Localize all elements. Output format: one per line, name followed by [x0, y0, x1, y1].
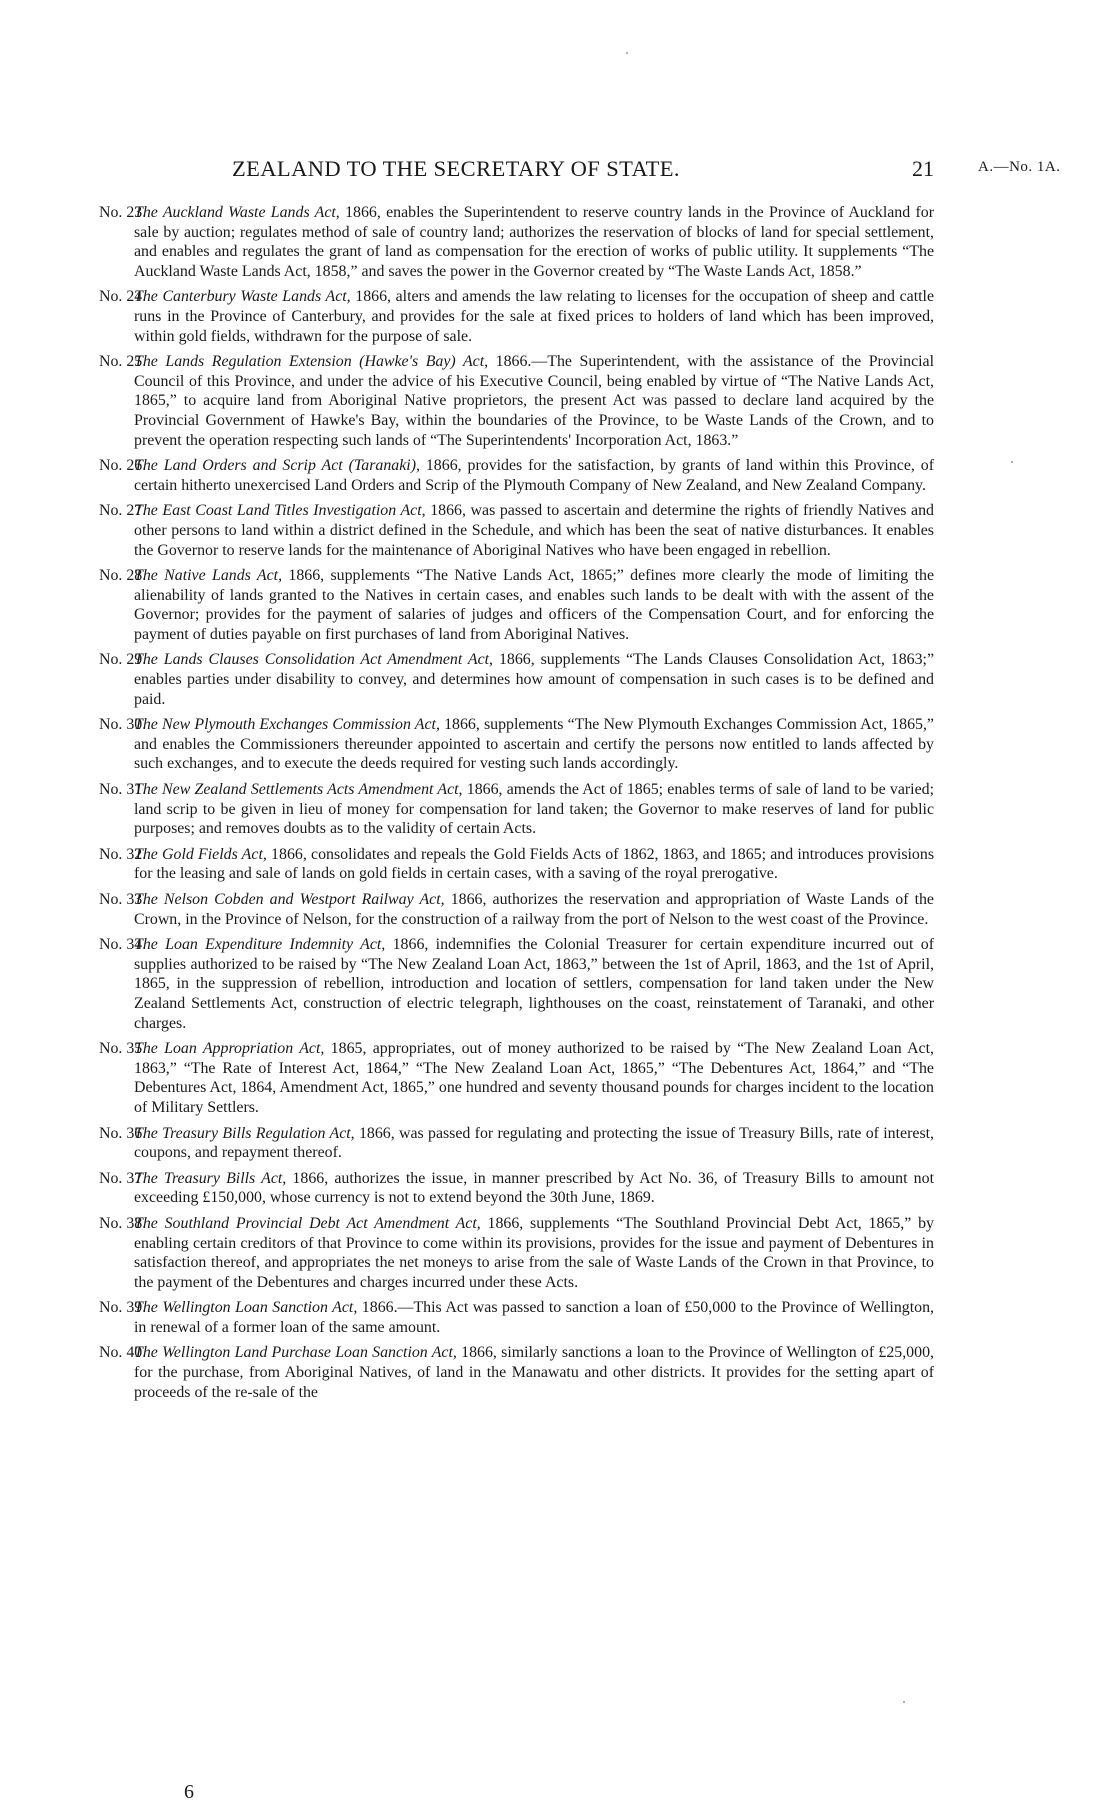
entry-number: No. 29. [99, 651, 147, 669]
page-number: 21 [912, 156, 934, 181]
act-entry [0, 1343, 934, 1402]
entry-number: No. 35. [99, 1040, 147, 1058]
entry-number: No. 24. [99, 288, 147, 306]
act-entry [0, 1298, 934, 1337]
act-entry [0, 935, 934, 1033]
entry-number: No. 38. [99, 1214, 147, 1232]
act-title: The Wellington Land Purchase Loan Sanction Act, [134, 1344, 457, 1362]
entry-text: 1866, supplements “The Native Lands Act, 1865;” defines more clearly the mode of limiting the alienability of lands granted to the Natives in certain cases, and enables such lands to be dealt with with the assent of the Governor; provides for the payment of salaries of judges and officers of the Compensation Court, and for enforcing the payment of duties payable on first purchases of land from Aboriginal Natives. [134, 567, 934, 643]
entry-text: 1866, amends the Act of 1865; enables terms of sale of land to be varied; land scrip to be given in lieu of money for compensation for land taken; the Governor to make reserves of land for public purposes; and removes doubts as to the validity of certain Acts. [134, 781, 935, 838]
act-entry [0, 1039, 934, 1117]
entry-text: 1866, alters and amends the law relating to licenses for the occupation of sheep and cattle runs in the Province of Canterbury, and provides for the sale at fixed prices to holders of land which has been improved, within gold fields, withdrawn for the purpose of sale. [134, 288, 934, 345]
entry-number: No. 30. [99, 716, 147, 734]
act-entry [0, 501, 934, 560]
act-title: The Canterbury Waste Lands Act, [134, 288, 351, 306]
act-entry [0, 845, 934, 884]
running-title: ZEALAND TO THE SECRETARY OF STATE. [232, 156, 680, 181]
act-entry [0, 780, 934, 839]
paper-speck [626, 52, 628, 54]
act-title: The Loan Appropriation Act, [134, 1040, 325, 1058]
entry-number: No. 40. [99, 1344, 147, 1362]
entry-text: 1866, authorizes the reservation and appropriation of Waste Lands of the Crown, in the Province of Nelson, for the construction of a railway from the port of Nelson to the west coast of the Province. [134, 891, 934, 928]
act-entry [0, 890, 934, 929]
entry-text: 1865, appropriates, out of money authorized to be raised by “The New Zealand Loan Act, 1863,” “The Rate of Interest Act, 1864,” “The New Zealand Loan Act, 1865,” “The Debentures Act, 1864,” and “The Debentures Act, 1864, Amendment Act, 1865,” one hundred and seventy thousand pounds for charges incident to the location of Military Settlers. [134, 1040, 934, 1116]
entries-list [0, 203, 1114, 1408]
act-title: The Treasury Bills Act, [134, 1169, 287, 1187]
act-title: The Treasury Bills Regulation Act, [134, 1124, 355, 1142]
act-title: The Gold Fields Act, [134, 845, 267, 863]
act-title: The Loan Expenditure Indemnity Act, [134, 936, 386, 954]
paper-speck [1011, 461, 1013, 463]
entry-number: No. 32. [99, 845, 147, 863]
act-entry [0, 1124, 934, 1163]
document-reference: A.—No. 1A. [978, 159, 1061, 175]
entry-number: No. 33. [99, 891, 147, 908]
entry-text: 1866, supplements “The Southland Provincial Debt Act, 1865,” by enabling certain creditors of that Province to come within its provisions, provides for the issue and payment of Debentures in satisfaction thereof, and appropriates the net moneys to arise from the sale of Waste Lands of the Crown in that Province, to the payment of the Debentures and charges incurred under these Acts. [134, 1214, 934, 1291]
entry-number: No. 34. [99, 936, 147, 954]
entry-text: 1866, supplements “The New Plymouth Exchanges Commission Act, 1865,” and enables the Commissioners thereunder appointed to ascertain and certify the persons now entitled to lands affected by such exchanges, and to execute the deeds required for vesting such lands accordingly. [134, 716, 934, 773]
entry-text: 1866, was passed for regulating and protecting the issue of Treasury Bills, rate of interest, coupons, and repayment thereof. [134, 1124, 935, 1162]
act-title: The New Plymouth Exchanges Commission Act, [134, 716, 440, 734]
entry-number: No. 23. [99, 204, 147, 221]
act-title: The Nelson Cobden and Westport Railway Act, [134, 891, 445, 908]
paper-speck [903, 1701, 905, 1703]
act-entry [0, 203, 934, 281]
entry-number: No. 31. [99, 781, 147, 799]
entry-text: 1866, provides for the satisfaction, by grants of land within this Province, of certain hitherto unexercised Land Orders and Scrip of the Plymouth Company of New Zealand, and New Zealand Company. [134, 457, 934, 494]
running-header [0, 156, 1114, 186]
entry-text: 1866, supplements “The Lands Clauses Consolidation Act, 1863;” enables parties under disability to convey, and determines how amount of compensation in such cases is to be defined and paid. [134, 651, 935, 708]
entry-text: 1866, similarly sanctions a loan to the Province of Wellington of £25,000, for the purchase, from Aboriginal Natives, of land in the Manawatu and other districts. It provides for the setting apart of proceeds of the re-sale of the [134, 1344, 934, 1401]
act-title: The Lands Clauses Consolidation Act Amendment Act, [134, 651, 494, 669]
act-title: The East Coast Land Titles Investigation Act, [134, 502, 426, 520]
entry-number: No. 27. [99, 502, 147, 520]
act-entry [0, 566, 934, 644]
entry-number: No. 37. [99, 1169, 147, 1187]
act-title: The Auckland Waste Lands Act, [134, 204, 340, 221]
act-entry [0, 1169, 934, 1208]
entry-number: No. 39. [99, 1299, 147, 1317]
act-entry [0, 1214, 934, 1292]
entry-text: 1866, authorizes the issue, in manner prescribed by Act No. 36, of Treasury Bills to amount not exceeding £150,000, whose currency is not to extend beyond the 30th June, 1869. [134, 1169, 934, 1207]
entry-text: 1866.—The Superintendent, with the assistance of the Provincial Council of this Province, and under the advice of his Executive Council, being enabled by virtue of “The Native Lands Act, 1865,” to acquire land from Aboriginal Native proprietors, the present Act was passed to declare land acquired by the Provincial Government of Hawke's Bay, within the boundaries of the Province, to be Waste Lands of the Crown, and to prevent the operation respecting such lands of “The Superintendents' Incorporation Act, 1863.” [134, 353, 935, 449]
act-entry [0, 715, 934, 774]
act-entry [0, 456, 934, 495]
act-title: The New Zealand Settlements Acts Amendment Act, [134, 781, 463, 799]
act-title: The Southland Provincial Debt Act Amendment Act, [134, 1214, 481, 1232]
act-title: The Land Orders and Scrip Act (Taranaki), [134, 457, 420, 475]
entry-number: No. 25. [99, 353, 147, 371]
signature-mark: 6 [184, 1781, 194, 1803]
act-entry [0, 352, 934, 450]
entry-text: 1866, enables the Superintendent to reserve country lands in the Province of Auckland for sale by auction; regulates method of sale of country land; authorizes the reservation of blocks of land for special settlement, and enables and regulates the grant of land as compensation for the erection of works of public utility. It supplements “The Auckland Waste Lands Act, 1858,” and saves the power in the Governor created by “The Waste Lands Act, 1858.” [134, 204, 934, 280]
entry-number: No. 28. [99, 567, 147, 585]
act-title: The Lands Regulation Extension (Hawke's Bay) Act, [134, 353, 489, 371]
entry-text: 1866, was passed to ascertain and determine the rights of friendly Natives and other persons to land within a district defined in the Schedule, and which has been the seat of native disturbances. It enables the Governor to reserve lands for the maintenance of Aboriginal Natives who have been engaged in rebellion. [134, 502, 934, 559]
entry-text: 1866, indemnifies the Colonial Treasurer for certain expenditure incurred out of supplies authorized to be raised by “The New Zealand Loan Act, 1863,” between the 1st of April, 1863, and the 1st of April, 1865, in the suppression of rebellion, introduction and location of settlers, compensation for land taken under the New Zealand Settlements Act, construction of electric telegraph, lighthouses on the coast, reinstatement of Taranaki, and other charges. [134, 936, 935, 1032]
act-entry [0, 287, 934, 346]
act-entry [0, 650, 934, 709]
entry-number: No. 26. [99, 457, 147, 475]
entry-number: No. 36. [99, 1124, 147, 1142]
act-title: The Wellington Loan Sanction Act, [134, 1299, 358, 1317]
act-title: The Native Lands Act, [134, 567, 283, 585]
entry-text: 1866.—This Act was passed to sanction a loan of £50,000 to the Province of Wellington, in renewal of a former loan of the same amount. [134, 1299, 934, 1336]
entry-text: 1866, consolidates and repeals the Gold Fields Acts of 1862, 1863, and 1865; and introduces provisions for the leasing and sale of lands on gold fields in certain cases, with a saving of the royal prerogative. [134, 845, 934, 883]
